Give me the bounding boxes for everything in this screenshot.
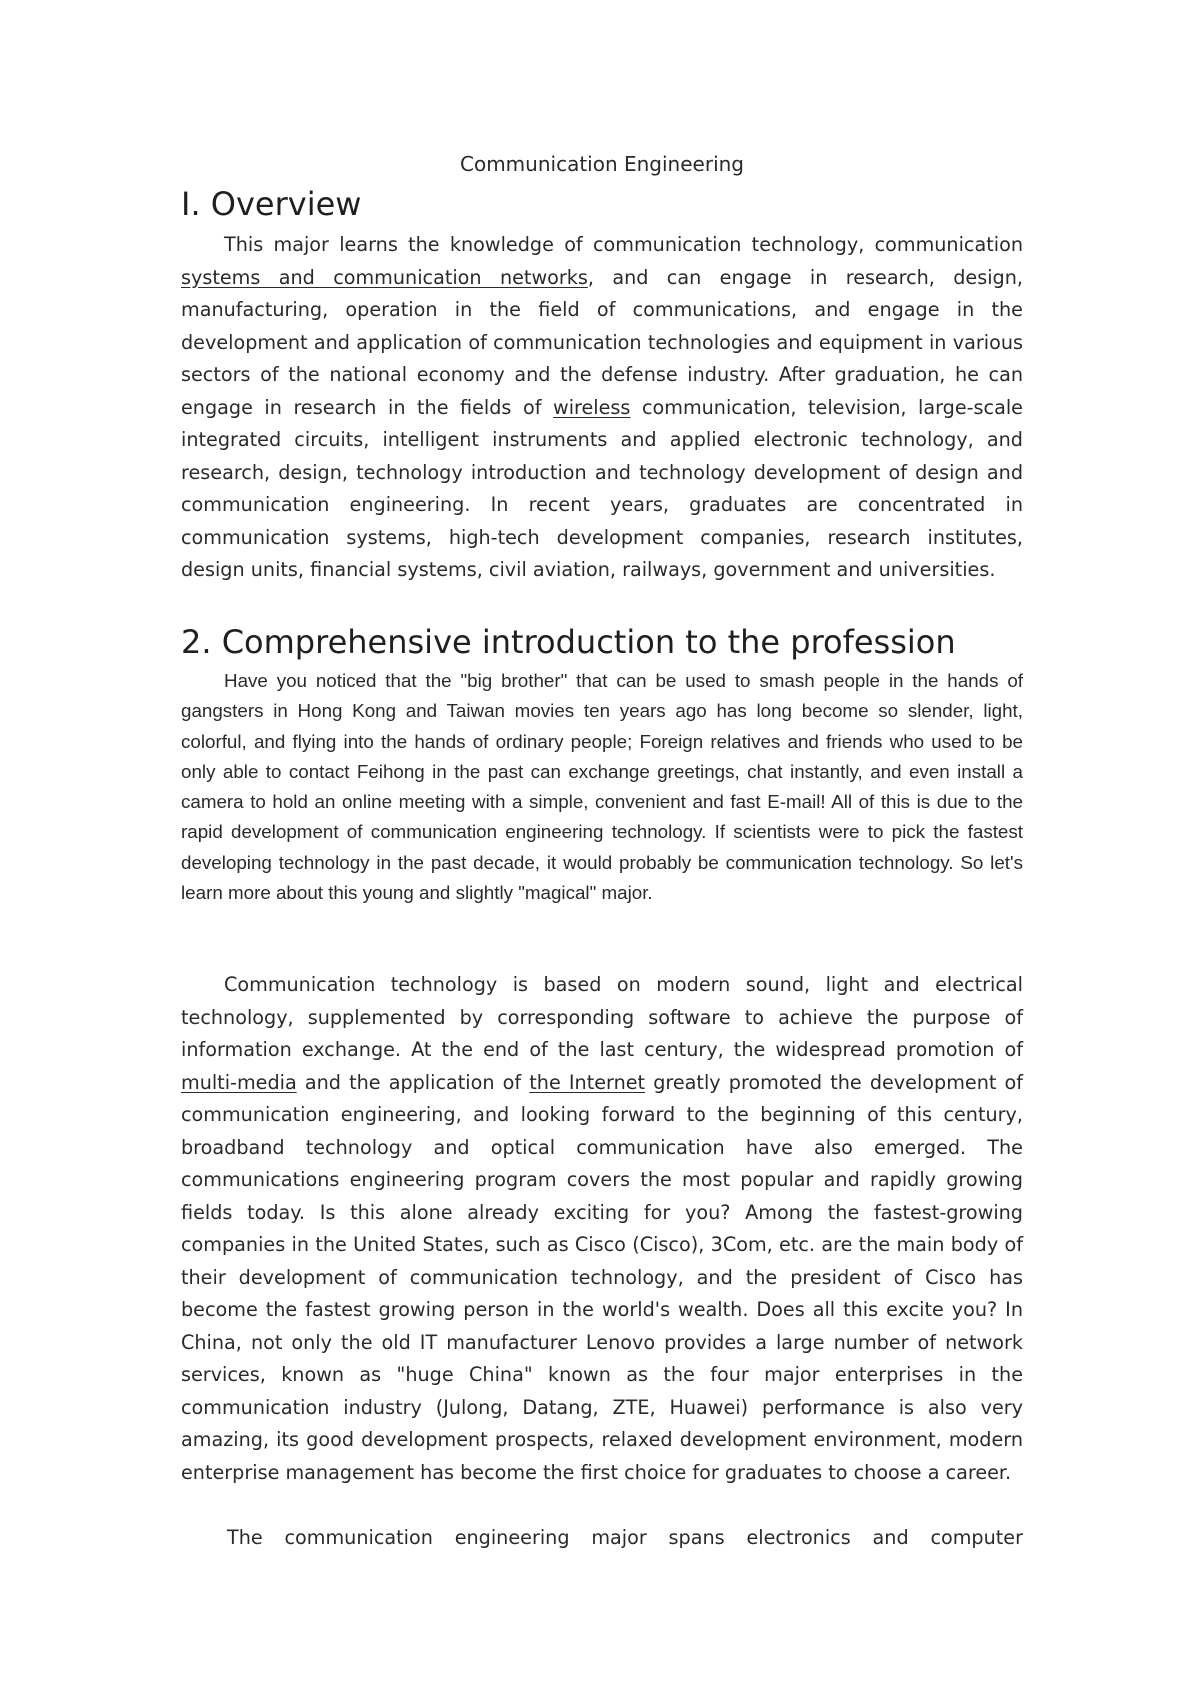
introduction-text-part: and the application of (296, 1070, 530, 1094)
overview-text-part: This major learns the knowledge of communication technology, communication (224, 233, 1023, 256)
introduction-paragraph-2 (181, 969, 1023, 1489)
link-the-internet[interactable]: the Internet (529, 1070, 646, 1094)
overview-text-part: communication, television, large-scale integrated circuits, intelligent instruments and applied electronic technology, and research, design, technology introduction and technology development of design and communication engineering. In recent years, graduates are concentrated in communication systems, high-tech development companies, research institutes, design units, financial systems, civil aviation, railways, government and universities. (181, 395, 1023, 581)
section-heading-overview: I. Overview (181, 185, 362, 223)
overview-paragraph (181, 229, 1023, 587)
introduction-text-part: greatly promoted the development of communication engineering, and looking forward to the beginning of this century, broadband technology and optical communication have also emerged. The communications engineering program covers the most popular and rapidly growing fields today. Is this alone already exciting for you? Among the fastest-growing companies in the United States, such as Cisco (Cisco), 3Com, etc. are the main body of their development of communication technology, and the president of Cisco has become the fastest growing person in the world's wealth. Does all this excite you? In China, not only the old IT manufacturer Lenovo provides a large number of network services, known as "huge China" known as the four major enterprises in the communication industry (Julong, Datang, ZTE, Huawei) performance is also very amazing, its good development prospects, relaxed development environment, modern enterprise management has become the first choice for graduates to choose a career. (181, 1070, 1024, 1484)
overview-text-part: , and can engage in research, design, manufacturing, operation in the field of communications, and engage in the development and application of communication technologies and equipment in various sectors of the national economy and the defense industry. After graduation, he can engage in research in the fields of (181, 265, 1023, 419)
link-multi-media[interactable]: multi-media (181, 1070, 297, 1094)
section-heading-introduction: 2. Comprehensive introduction to the profession (181, 623, 956, 661)
introduction-paragraph-1: Have you noticed that the "big brother" that can be used to smash people in the hands of gangsters in Hong Kong and Taiwan movies ten years ago has long become so slender, light, colorful, and flying into the hands of ordinary people; Foreign relatives and friends who used to be only able to contact Feihong in the past can exchange greetings, chat instantly, and even install a camera to hold an online meeting with a simple, convenient and fast E-mail! All of this is due to the rapid development of communication engineering technology. If scientists were to pick the fastest developing technology in the past decade, it would probably be communication technology. So let's learn more about this young and slightly "magical" major. (181, 670, 1023, 904)
link-systems-and-communication-networks[interactable]: systems and communication networks (181, 265, 588, 289)
introduction-paragraph-3: The communication engineering major spans electronics and computer (227, 1526, 1023, 1549)
link-wireless[interactable]: wireless (553, 395, 631, 419)
introduction-text-part: Communication technology is based on modern sound, light and electrical technology, supplemented by corresponding software to achieve the purpose of information exchange. At the end of the last century, the widespread promotion of (181, 973, 1023, 1061)
document-title: Communication Engineering (460, 152, 744, 176)
